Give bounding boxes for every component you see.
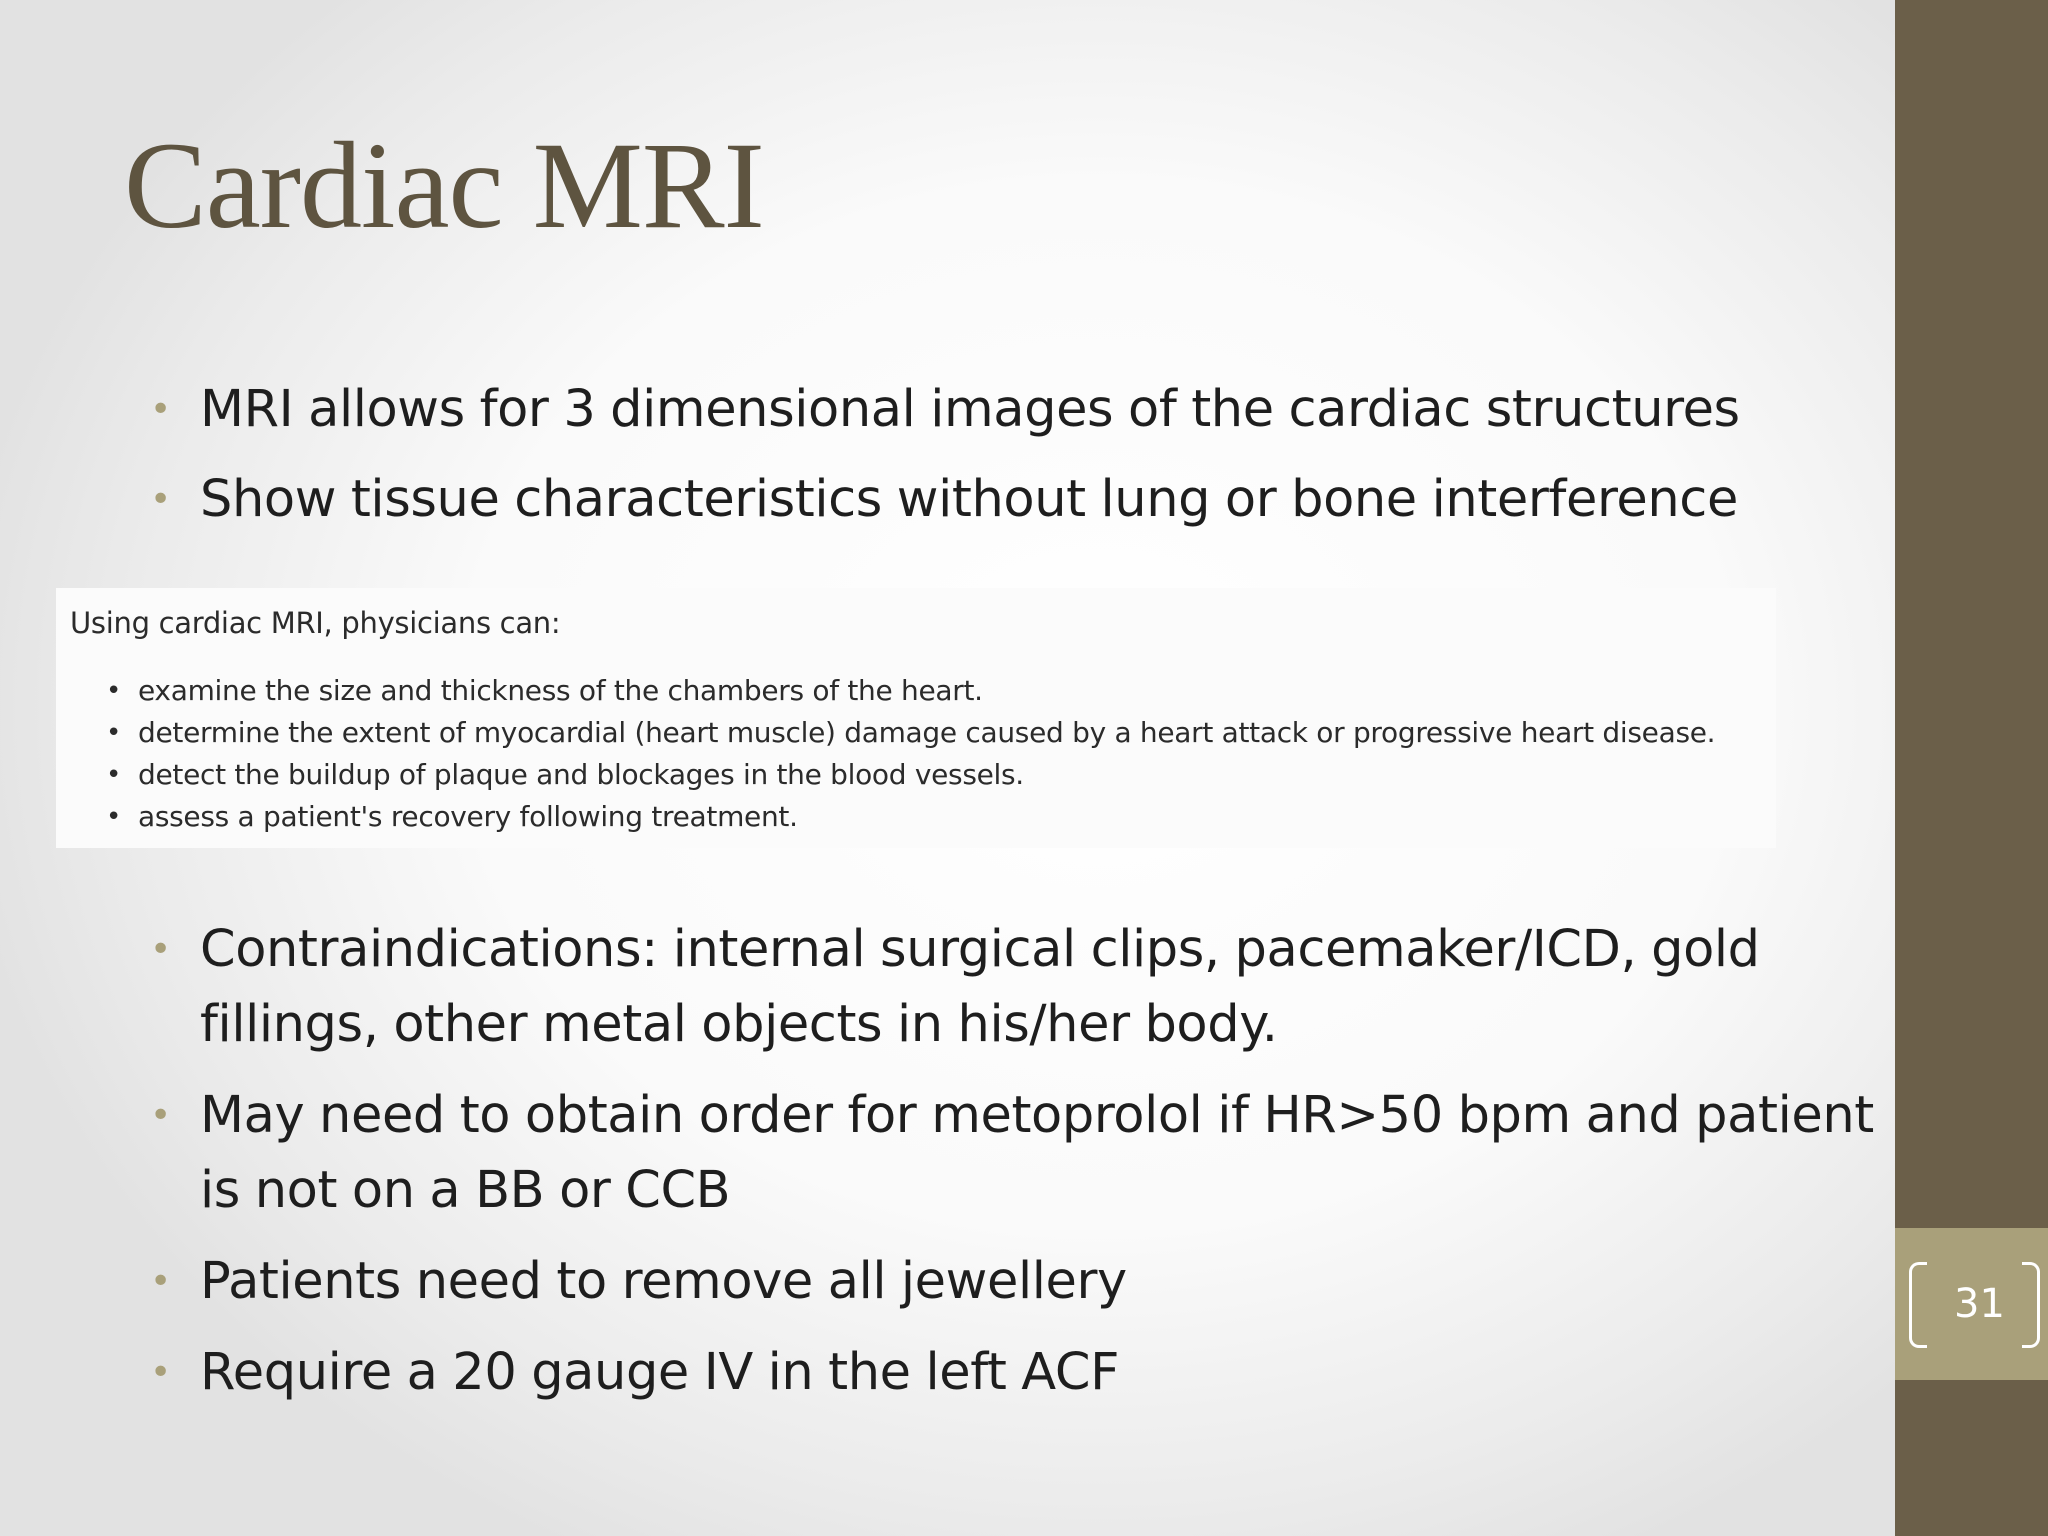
bullet-item bbox=[148, 1244, 1888, 1319]
bullet-dot-icon: • bbox=[150, 1261, 171, 1302]
bullet-dot-icon: • bbox=[106, 718, 122, 748]
right-bracket-icon bbox=[2022, 1262, 2040, 1348]
embedded-item-text: detect the buildup of plaque and blockages in the blood vessels. bbox=[138, 758, 1024, 791]
embedded-list-item bbox=[106, 796, 1715, 838]
bullet-item bbox=[148, 372, 1888, 447]
bullet-text: Patients need to remove all jewellery bbox=[200, 1252, 1127, 1311]
bullet-item bbox=[148, 462, 1888, 537]
embedded-item-text: examine the size and thickness of the chambers of the heart. bbox=[138, 674, 983, 707]
embedded-list-item bbox=[106, 712, 1715, 754]
bullet-dot-icon: • bbox=[106, 802, 122, 832]
bottom-bullet-list bbox=[148, 912, 1888, 1426]
bullet-item bbox=[148, 912, 1888, 1062]
bullet-dot-icon: • bbox=[150, 1352, 171, 1393]
bullet-text: Show tissue characteristics without lung or bone interference bbox=[200, 470, 1738, 529]
bullet-dot-icon: • bbox=[106, 760, 122, 790]
bullet-text: May need to obtain order for metoprolol if HR>50 bpm and patient is not on a BB or CCB bbox=[200, 1086, 1874, 1220]
embedded-list-item bbox=[106, 754, 1715, 796]
top-bullet-list bbox=[148, 372, 1888, 552]
embedded-list-item bbox=[106, 670, 1715, 712]
left-bracket-icon bbox=[1909, 1262, 1927, 1348]
bullet-dot-icon: • bbox=[150, 929, 171, 970]
bullet-dot-icon: • bbox=[150, 479, 171, 520]
bullet-item bbox=[148, 1335, 1888, 1410]
bullet-dot-icon: • bbox=[150, 1095, 171, 1136]
embedded-list bbox=[106, 670, 1715, 838]
embedded-intro: Using cardiac MRI, physicians can: bbox=[70, 606, 561, 640]
page-number-box bbox=[1895, 1228, 2048, 1380]
bullet-text: Require a 20 gauge IV in the left ACF bbox=[200, 1343, 1120, 1402]
bullet-dot-icon: • bbox=[106, 676, 122, 706]
bullet-text: MRI allows for 3 dimensional images of the cardiac structures bbox=[200, 380, 1740, 439]
bullet-text: Contraindications: internal surgical clips, pacemaker/ICD, gold fillings, other metal objects in his/her body. bbox=[200, 920, 1760, 1054]
embedded-screenshot bbox=[56, 588, 1776, 848]
embedded-item-text: assess a patient's recovery following treatment. bbox=[138, 800, 798, 833]
bullet-item bbox=[148, 1078, 1888, 1228]
slide-title: Cardiac MRI bbox=[124, 117, 764, 254]
page-number: 31 bbox=[1954, 1281, 2005, 1327]
embedded-item-text: determine the extent of myocardial (heart muscle) damage caused by a heart attack or progressive heart disease. bbox=[138, 716, 1716, 749]
bullet-dot-icon: • bbox=[150, 389, 171, 430]
